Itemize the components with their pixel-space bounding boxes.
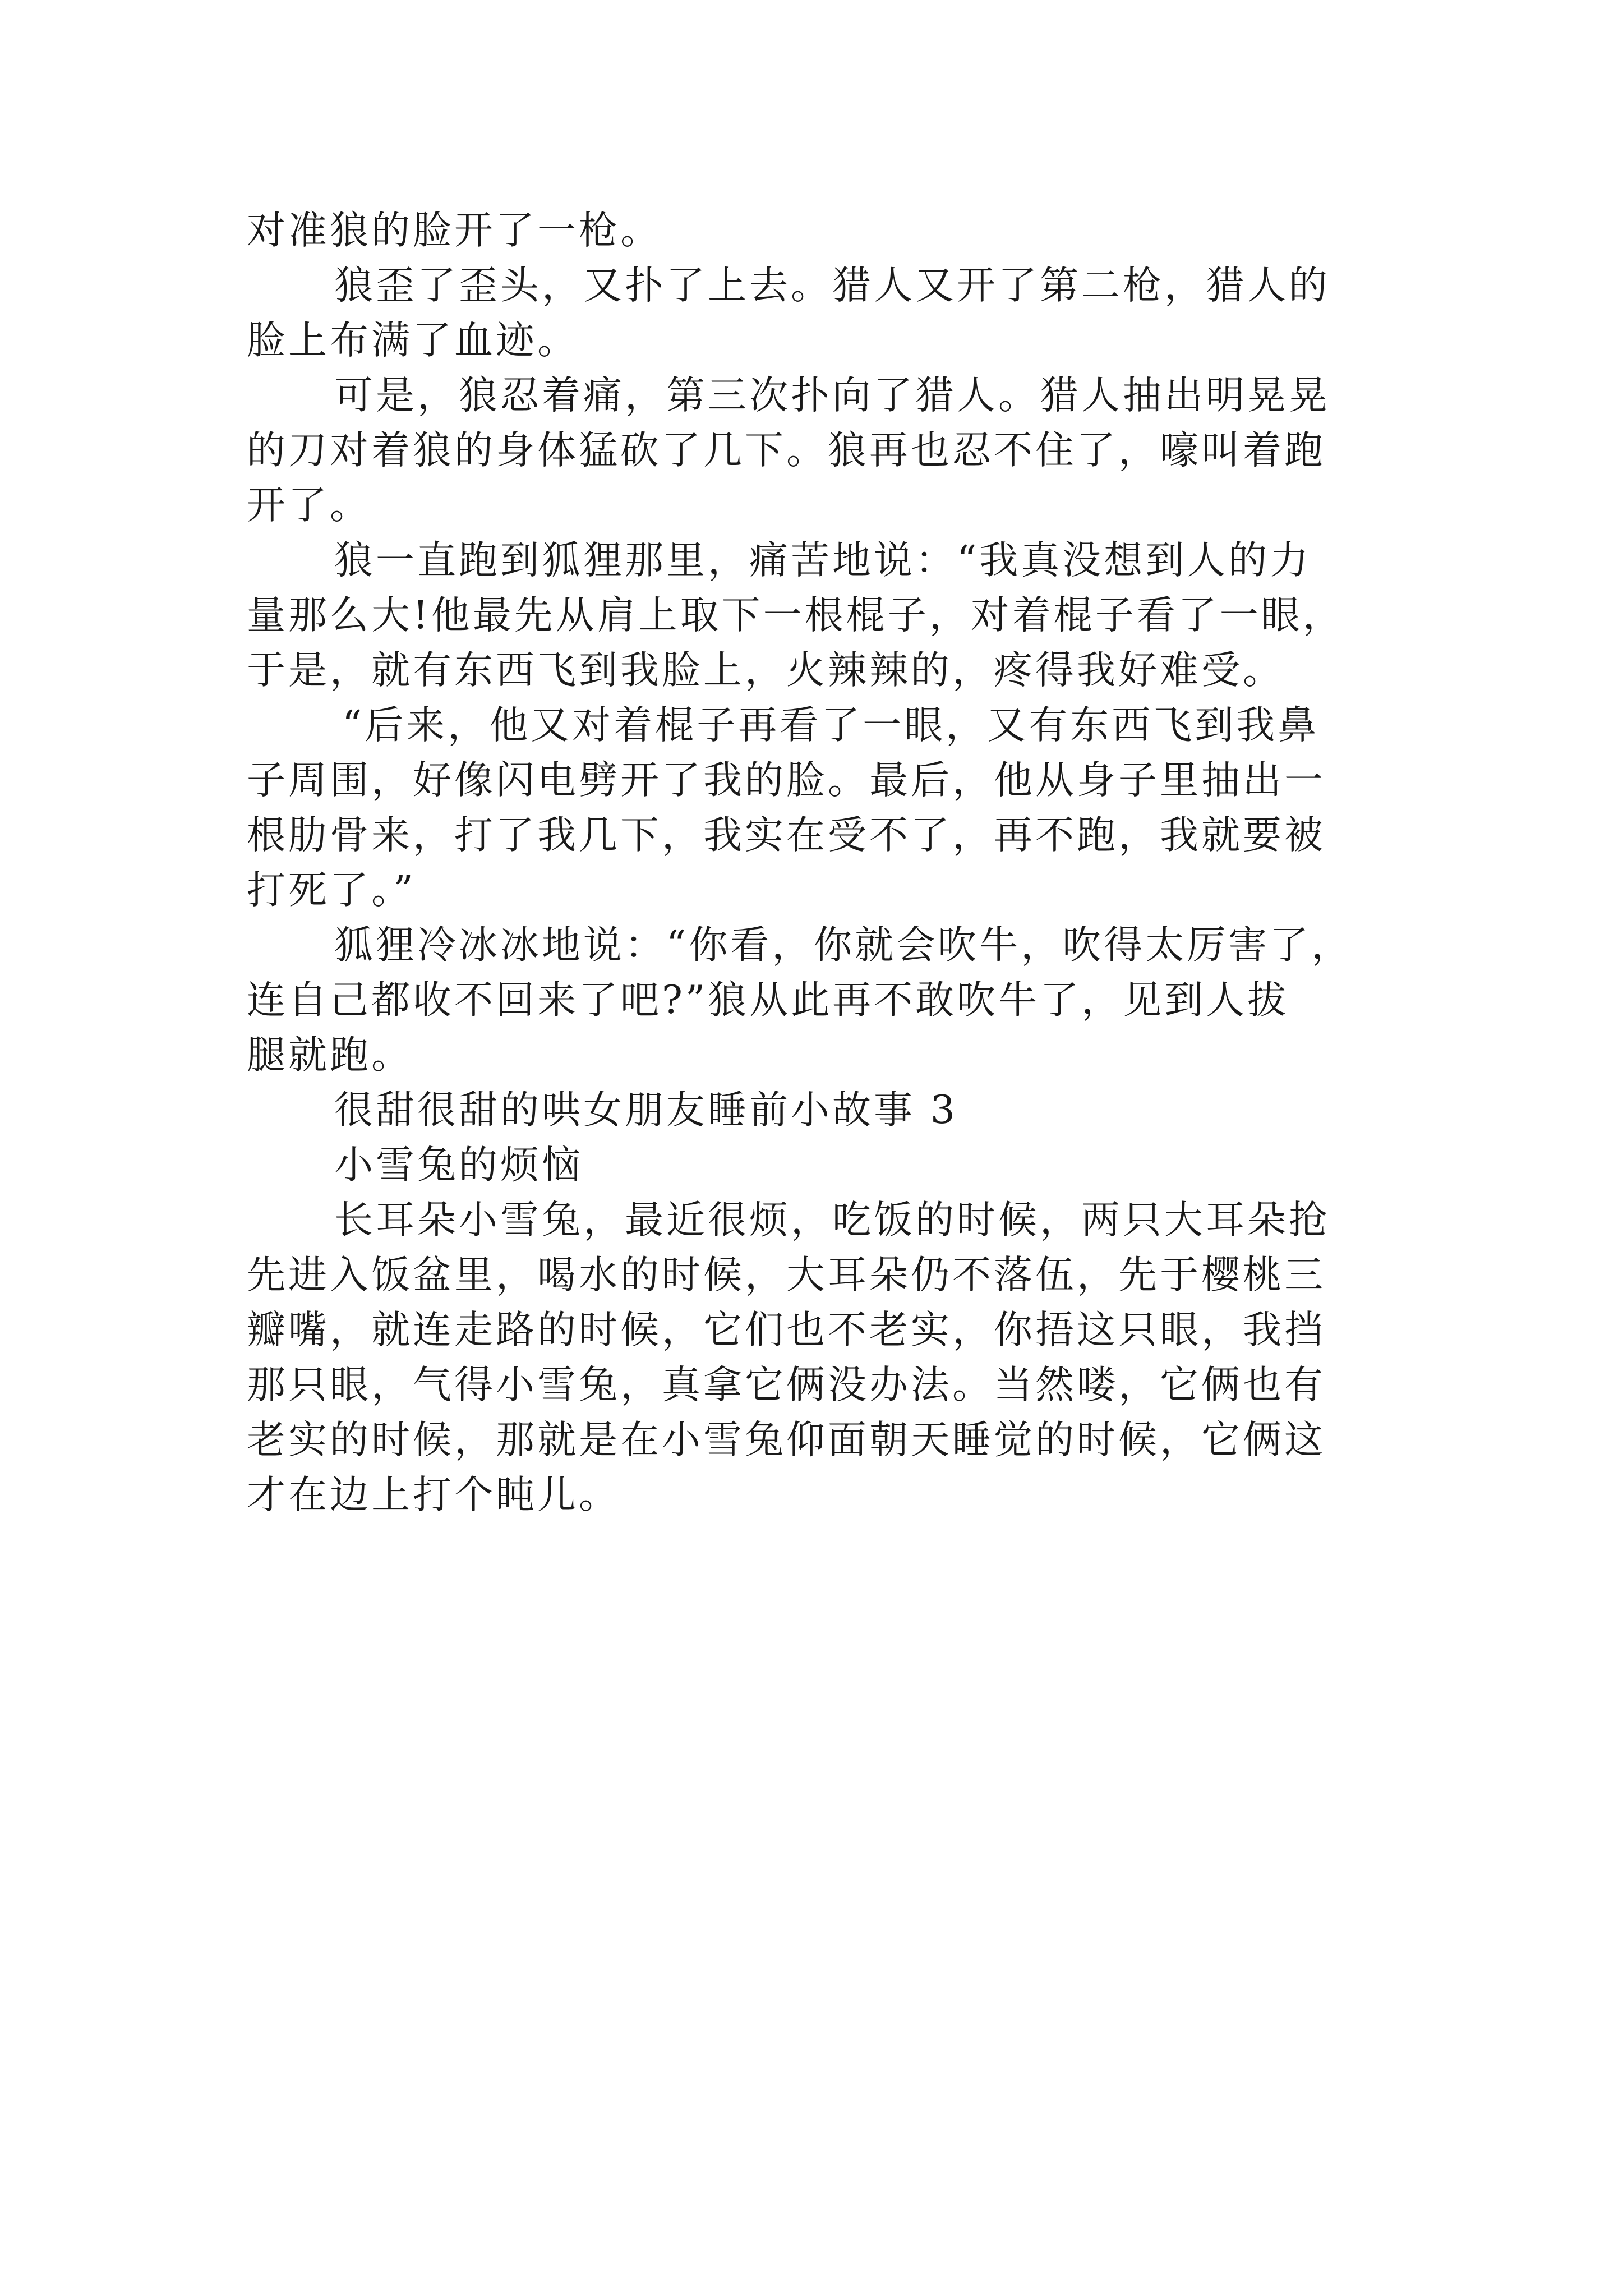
text-line: 可是，狼忍着痛，第三次扑向了猎人。猎人抽出明晃晃 (334, 373, 1330, 418)
text-line: 脸上布满了血迹。 (247, 318, 579, 363)
paragraph-3 (247, 368, 1391, 533)
text-line: 于是，就有东西飞到我脸上，火辣辣的，疼得我好难受。 (247, 648, 1284, 693)
text-line: 老实的时候，那就是在小雪兔仰面朝天睡觉的时候，它俩这 (247, 1418, 1326, 1462)
text-line: 狐狸冷冰冰地说：“你看，你就会吹牛，吹得太厉害了， (334, 923, 1353, 968)
text-line: 狼歪了歪头，又扑了上去。猎人又开了第二枪，猎人的 (334, 263, 1330, 308)
document-body (247, 203, 1391, 1522)
text-line: 腿就跑。 (247, 1033, 413, 1078)
text-line: 对准狼的脸开了一枪。 (247, 208, 662, 253)
paragraph-4 (247, 533, 1391, 698)
text-line: 狼一直跑到狐狸那里，痛苦地说：“我真没想到人的力 (334, 538, 1312, 583)
paragraph-5 (247, 698, 1391, 918)
paragraph-6 (247, 918, 1391, 1083)
text-line: 瓣嘴，就连走路的时候，它们也不老实，你捂这只眼，我挡 (247, 1308, 1326, 1352)
text-line: 先进入饭盆里，喝水的时候，大耳朵仍不落伍，先于樱桃三 (247, 1253, 1326, 1297)
text-line: 量那么大!他最先从肩上取下一根棍子，对着棍子看了一眼， (247, 593, 1344, 638)
heading-text: 很甜很甜的哄女朋友睡前小故事 3 (334, 1088, 958, 1133)
text-line: 连自己都收不回来了吧?”狼从此再不敢吹牛了，见到人拔 (247, 978, 1289, 1023)
text-line: 那只眼，气得小雪兔，真拿它俩没办法。当然喽，它俩也有 (247, 1363, 1326, 1407)
text-line: 根肋骨来，打了我几下，我实在受不了，再不跑，我就要被 (247, 813, 1326, 858)
text-line: 打死了。” (247, 868, 416, 913)
text-line: 才在边上打个盹儿。 (247, 1473, 620, 1517)
paragraph-9 (247, 1193, 1391, 1522)
text-line: “后来，他又对着棍子再看了一眼，又有东西飞到我鼻 (342, 703, 1320, 748)
story-title (247, 1138, 1391, 1193)
text-line: 的刀对着狼的身体猛砍了几下。狼再也忍不住了，嚎叫着跑 (247, 428, 1326, 473)
text-line: 长耳朵小雪兔，最近很烦，吃饭的时候，两只大耳朵抢 (334, 1198, 1330, 1243)
section-heading (247, 1083, 1391, 1138)
paragraph-2 (247, 258, 1391, 368)
title-text: 小雪兔的烦恼 (334, 1143, 583, 1188)
paragraph-1 (247, 203, 1391, 258)
text-line: 子周围，好像闪电劈开了我的脸。最后，他从身子里抽出一 (247, 758, 1326, 803)
text-line: 开了。 (247, 483, 371, 528)
